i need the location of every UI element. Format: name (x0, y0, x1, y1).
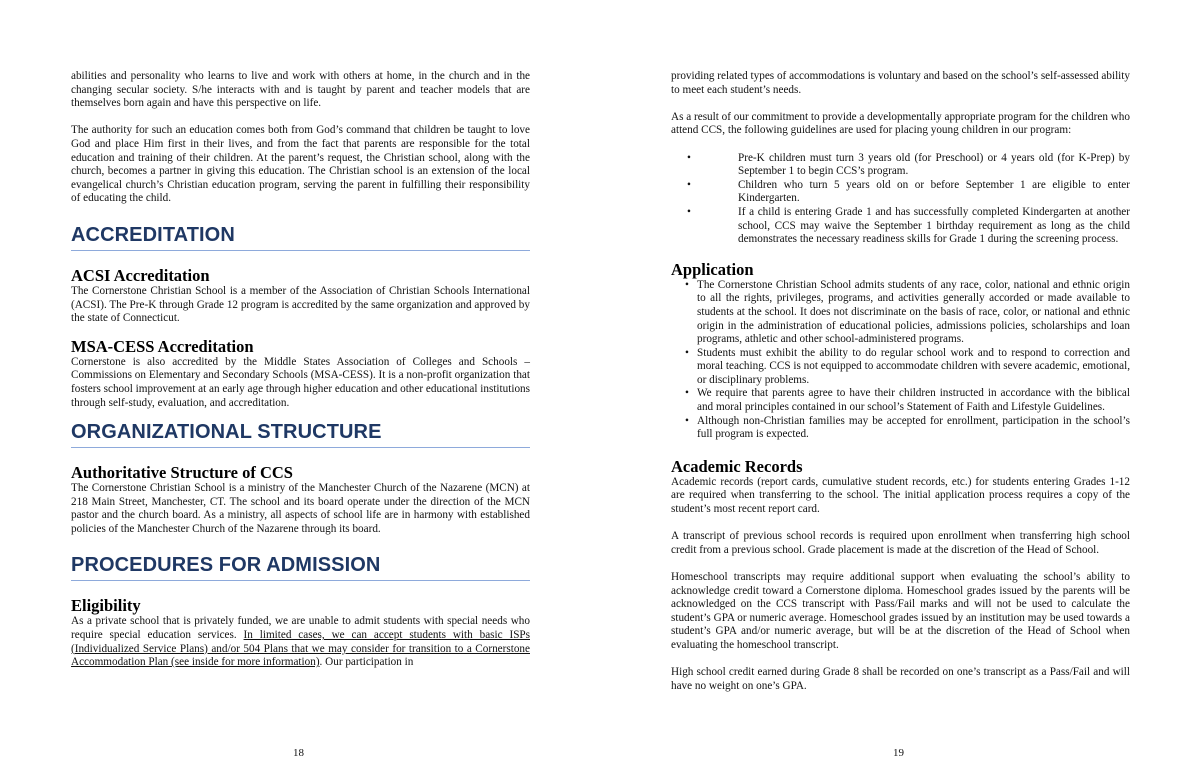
organizational-structure-heading: ORGANIZATIONAL STRUCTURE (71, 420, 530, 448)
acsi-body: The Cornerstone Christian School is a member of the Association of Christian Schools International (ACSI). The Pre-K through Grade 12 program is accredited by the same organization and approved by the state of Connecticut. (71, 284, 530, 325)
eligibility-heading: Eligibility (71, 596, 141, 616)
guidelines-list (671, 152, 1130, 247)
bullet-icon: • (685, 387, 689, 400)
bullet-icon: • (687, 205, 691, 218)
accreditation-heading: ACCREDITATION (71, 223, 530, 251)
authoritative-structure-body: The Cornerstone Christian School is a ministry of the Manchester Church of the Nazarene (MCN) at 218 Main Street, Manchester, CT. The school and its board operate under the direction of the MCN pastor and the church board. As a ministry, all aspects of school life are in harmony with established policies of the Manchester Church of the Nazarene through its board. (71, 482, 530, 535)
list-item: • We require that parents agree to have their children instructed in accordance with the biblical and moral principles contained in our school’s Statement of Faith and Lifestyle Guidelines. (685, 387, 1130, 414)
intro-paragraph: abilities and personality who learns to live and work with others at home, in the church and in the changing secular society. S/he interacts with and is taught by parent and teacher models that are themselves born again and have this perspective on life. (71, 70, 530, 110)
msa-cess-heading: MSA-CESS Accreditation (71, 336, 254, 356)
left-column (71, 70, 530, 670)
authority-paragraph: The authority for such an education comes both from God’s command that children be taught to love God and place Him first in their lives, and from the fact that parents are responsible for the total education and training of their children. At the parent’s request, the Christian school, along with the church, becomes a partner in giving this education. The Christian school is an extension of the local evangelical church’s Christian education program, serving the parent in fulfilling their responsibility of educating the child. (71, 124, 530, 205)
list-item: • Pre-K children must turn 3 years old (for Preschool) or 4 years old (for K-Prep) by September 1 to begin CCS’s program. (687, 151, 1130, 178)
academic-records-paragraph: A transcript of previous school records is required upon enrollment when transferring high school credit from a previous school. Grade placement is made at the discretion of the Head of School. (671, 530, 1130, 556)
acsi-heading: ACSI Accreditation (71, 265, 210, 285)
eligibility-underlined-note: In limited cases, we can accept students with basic ISPs (Individualized Service Plans) and/or 504 Plans that we may consider for transition to a Cornerstone Accommodation Plan (see inside for more information) (71, 629, 530, 669)
guidelines-intro: As a result of our commitment to provide a developmentally appropriate program for the children who attend CCS, the following guidelines are used for placing young children in our program: (671, 110, 1130, 137)
right-column (671, 70, 1130, 693)
page-number: 19 (893, 747, 904, 759)
eligibility-body-start: As a private school that is privately funded, we are unable to admit students with special needs who require special education services. (71, 615, 530, 642)
bullet-icon: • (687, 178, 691, 191)
authoritative-structure-heading: Authoritative Structure of CCS (71, 463, 293, 483)
page-19 (600, 0, 1200, 776)
admission-heading: PROCEDURES FOR ADMISSION (71, 553, 530, 581)
academic-records-paragraph: Academic records (report cards, cumulative student records, etc.) for students entering Grades 1-12 are required when transferring to the school. The initial application process requires a copy of the student’s most recent report card. (671, 475, 1130, 516)
bullet-icon: • (687, 151, 691, 164)
eligibility-body (71, 615, 530, 669)
bullet-icon: • (685, 346, 689, 359)
list-item: • Although non-Christian families may be accepted for enrollment, participation in the school’s full program is expected. (685, 414, 1130, 441)
list-item: • The Cornerstone Christian School admits students of any race, color, national and ethnic origin to all the rights, privileges, programs, and activities generally accorded or made available to students at the school. It does not discriminate on the basis of race, color, or national and ethnic origin in the administration of educational policies, admissions policies, scholarships and loan programs, athletic and other school-administered programs. (685, 278, 1130, 346)
application-heading: Application (671, 259, 754, 279)
academic-records-paragraph: High school credit earned during Grade 8 shall be recorded on one’s transcript as a Pass/Fail and will have no weight on one’s GPA. (671, 666, 1130, 692)
list-item: • Children who turn 5 years old on or before September 1 are eligible to enter Kindergarten. (687, 178, 1130, 205)
msa-cess-body: Cornerstone is also accredited by the Middle States Association of Colleges and Schools – Commissions on Elementary and Secondary Schools (MSA-CESS). It is a non-profit organization that fosters school improvement at an early age through higher education and other educational institutions through self-study, evaluation, and accreditation. (71, 355, 530, 409)
academic-records-heading: Academic Records (671, 456, 803, 476)
list-item: • If a child is entering Grade 1 and has successfully completed Kindergarten at another school, CCS may waive the September 1 birthday requirement as long as the child demonstrates the necessary readiness skills for Grade 1 during the screening process. (687, 205, 1130, 246)
eligibility-body-end: . Our participation in (319, 656, 414, 669)
page-number: 18 (293, 747, 304, 759)
list-item: • Students must exhibit the ability to do regular school work and to respond to correction and moral teaching. CCS is not equipped to accommodate children with severe academic, emotional, or disciplinary problems. (685, 346, 1130, 386)
bullet-icon: • (685, 278, 689, 291)
application-list (671, 279, 1130, 442)
academic-records-paragraph: Homeschool transcripts may require additional support when evaluating the school’s ability to acknowledge credit toward a Cornerstone diploma. Homeschool grades issued by the parents will be acknowledged on the CCS transcript with Pass/Fail marks and will not be used to calculate the student’s GPA or numeric average. Homeschool grades issued by an institution may be used towards a student’s GPA and/or numeric average, but will be at the discretion of the Head of School when evaluating the homeschool transcript. (671, 571, 1130, 651)
bullet-icon: • (685, 414, 689, 427)
continuation-paragraph: providing related types of accommodations is voluntary and based on the school’s self-assessed ability to meet each student’s needs. (671, 70, 1130, 96)
